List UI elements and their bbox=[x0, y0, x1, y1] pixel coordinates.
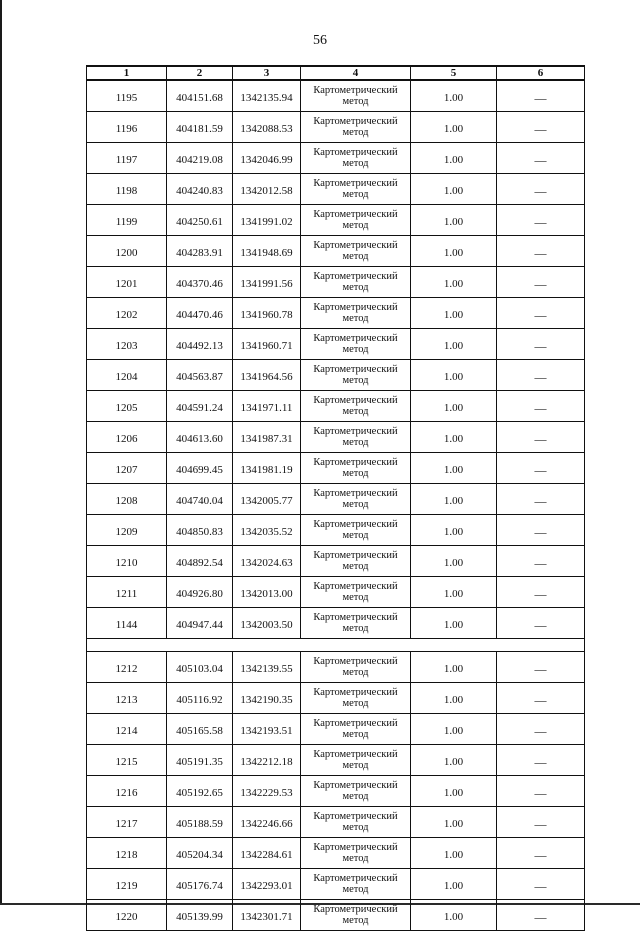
y-coordinate-cell: 1342246.66 bbox=[233, 807, 301, 838]
x-coordinate-cell: 404151.68 bbox=[167, 80, 233, 112]
table-row bbox=[87, 174, 585, 205]
table-gap-row bbox=[87, 639, 585, 652]
accuracy-cell: 1.00 bbox=[411, 683, 497, 714]
y-coordinate-cell: 1342012.58 bbox=[233, 174, 301, 205]
x-coordinate-cell: 404591.24 bbox=[167, 391, 233, 422]
method-cell bbox=[301, 391, 411, 422]
point-number-cell: 1219 bbox=[87, 869, 167, 900]
x-coordinate-cell: 404470.46 bbox=[167, 298, 233, 329]
y-coordinate-cell: 1342135.94 bbox=[233, 80, 301, 112]
method-text-line1: Картометрический bbox=[313, 656, 398, 667]
method-cell bbox=[301, 329, 411, 360]
point-number-cell: 1203 bbox=[87, 329, 167, 360]
y-coordinate-cell: 1342005.77 bbox=[233, 484, 301, 515]
x-coordinate-cell: 405192.65 bbox=[167, 776, 233, 807]
method-text-line2: метод bbox=[342, 853, 369, 864]
method-text-line1: Картометрический bbox=[313, 302, 398, 313]
description-cell: — bbox=[497, 515, 585, 546]
description-cell: — bbox=[497, 608, 585, 639]
method-cell bbox=[301, 143, 411, 174]
point-number-cell: 1202 bbox=[87, 298, 167, 329]
method-text-line2: метод bbox=[342, 822, 369, 833]
point-number-cell: 1212 bbox=[87, 652, 167, 683]
accuracy-cell: 1.00 bbox=[411, 236, 497, 267]
method-text-line2: метод bbox=[342, 915, 369, 926]
point-number-cell: 1218 bbox=[87, 838, 167, 869]
x-coordinate-cell: 405176.74 bbox=[167, 869, 233, 900]
description-cell: — bbox=[497, 745, 585, 776]
point-number-cell: 1214 bbox=[87, 714, 167, 745]
method-cell bbox=[301, 112, 411, 143]
x-coordinate-cell: 404740.04 bbox=[167, 484, 233, 515]
method-text-line1: Картометрический bbox=[313, 780, 398, 791]
table-row bbox=[87, 329, 585, 360]
table-row bbox=[87, 391, 585, 422]
method-text-line1: Картометрический bbox=[313, 842, 398, 853]
y-coordinate-cell: 1341964.56 bbox=[233, 360, 301, 391]
accuracy-cell: 1.00 bbox=[411, 515, 497, 546]
y-coordinate-cell: 1342293.01 bbox=[233, 869, 301, 900]
method-cell bbox=[301, 298, 411, 329]
point-number-cell: 1215 bbox=[87, 745, 167, 776]
method-text-line2: метод bbox=[342, 530, 369, 541]
x-coordinate-cell: 405139.99 bbox=[167, 900, 233, 931]
accuracy-cell: 1.00 bbox=[411, 745, 497, 776]
accuracy-cell: 1.00 bbox=[411, 391, 497, 422]
page-number: 56 bbox=[313, 33, 327, 48]
point-number-cell: 1201 bbox=[87, 267, 167, 298]
x-coordinate-cell: 404926.80 bbox=[167, 577, 233, 608]
accuracy-cell: 1.00 bbox=[411, 205, 497, 236]
method-text-line1: Картометрический bbox=[313, 178, 398, 189]
method-text-line2: метод bbox=[342, 251, 369, 262]
x-coordinate-cell: 404563.87 bbox=[167, 360, 233, 391]
table-row bbox=[87, 112, 585, 143]
x-coordinate-cell: 404370.46 bbox=[167, 267, 233, 298]
description-cell: — bbox=[497, 776, 585, 807]
table-row bbox=[87, 453, 585, 484]
x-coordinate-cell: 404219.08 bbox=[167, 143, 233, 174]
description-cell: — bbox=[497, 838, 585, 869]
y-coordinate-cell: 1342013.00 bbox=[233, 577, 301, 608]
method-cell bbox=[301, 422, 411, 453]
method-text-line1: Картометрический bbox=[313, 85, 398, 96]
table-row bbox=[87, 652, 585, 683]
point-number-cell: 1211 bbox=[87, 577, 167, 608]
y-coordinate-cell: 1342190.35 bbox=[233, 683, 301, 714]
method-text-line1: Картометрический bbox=[313, 581, 398, 592]
x-coordinate-cell: 405116.92 bbox=[167, 683, 233, 714]
method-text-line2: метод bbox=[342, 760, 369, 771]
point-number-cell: 1199 bbox=[87, 205, 167, 236]
accuracy-cell: 1.00 bbox=[411, 869, 497, 900]
point-number-cell: 1209 bbox=[87, 515, 167, 546]
column-header: 6 bbox=[497, 66, 585, 80]
method-cell bbox=[301, 714, 411, 745]
point-number-cell: 1216 bbox=[87, 776, 167, 807]
table-row bbox=[87, 745, 585, 776]
method-cell bbox=[301, 652, 411, 683]
scan-edge-left bbox=[0, 0, 2, 905]
x-coordinate-cell: 404283.91 bbox=[167, 236, 233, 267]
description-cell: — bbox=[497, 869, 585, 900]
method-cell bbox=[301, 869, 411, 900]
description-cell: — bbox=[497, 360, 585, 391]
accuracy-cell: 1.00 bbox=[411, 807, 497, 838]
accuracy-cell: 1.00 bbox=[411, 900, 497, 931]
y-coordinate-cell: 1341991.02 bbox=[233, 205, 301, 236]
table-row bbox=[87, 546, 585, 577]
x-coordinate-cell: 404250.61 bbox=[167, 205, 233, 236]
point-number-cell: 1220 bbox=[87, 900, 167, 931]
y-coordinate-cell: 1342088.53 bbox=[233, 112, 301, 143]
table-row bbox=[87, 360, 585, 391]
point-number-cell: 1208 bbox=[87, 484, 167, 515]
description-cell: — bbox=[497, 714, 585, 745]
method-text-line2: метод bbox=[342, 375, 369, 386]
accuracy-cell: 1.00 bbox=[411, 80, 497, 112]
table-body-group-2 bbox=[87, 652, 585, 931]
y-coordinate-cell: 1342035.52 bbox=[233, 515, 301, 546]
point-number-cell: 1217 bbox=[87, 807, 167, 838]
column-header: 1 bbox=[87, 66, 167, 80]
y-coordinate-cell: 1341948.69 bbox=[233, 236, 301, 267]
y-coordinate-cell: 1342003.50 bbox=[233, 608, 301, 639]
table-row bbox=[87, 484, 585, 515]
method-text-line1: Картометрический bbox=[313, 749, 398, 760]
x-coordinate-cell: 405165.58 bbox=[167, 714, 233, 745]
column-header: 5 bbox=[411, 66, 497, 80]
method-text-line2: метод bbox=[342, 791, 369, 802]
method-cell bbox=[301, 745, 411, 776]
method-cell bbox=[301, 484, 411, 515]
column-header: 3 bbox=[233, 66, 301, 80]
method-text-line1: Картометрический bbox=[313, 147, 398, 158]
method-cell bbox=[301, 838, 411, 869]
method-text-line1: Картометрический bbox=[313, 718, 398, 729]
description-cell: — bbox=[497, 900, 585, 931]
table-row bbox=[87, 236, 585, 267]
y-coordinate-cell: 1341960.71 bbox=[233, 329, 301, 360]
table-row bbox=[87, 80, 585, 112]
method-cell bbox=[301, 515, 411, 546]
table-row bbox=[87, 683, 585, 714]
point-number-cell: 1198 bbox=[87, 174, 167, 205]
x-coordinate-cell: 404181.59 bbox=[167, 112, 233, 143]
method-cell bbox=[301, 453, 411, 484]
method-cell bbox=[301, 546, 411, 577]
method-text-line2: метод bbox=[342, 406, 369, 417]
x-coordinate-cell: 404947.44 bbox=[167, 608, 233, 639]
method-text-line2: метод bbox=[342, 220, 369, 231]
method-text-line1: Картометрический bbox=[313, 209, 398, 220]
point-number-cell: 1206 bbox=[87, 422, 167, 453]
coordinates-table bbox=[86, 65, 585, 931]
accuracy-cell: 1.00 bbox=[411, 577, 497, 608]
method-text-line2: метод bbox=[342, 499, 369, 510]
method-cell bbox=[301, 900, 411, 931]
method-cell bbox=[301, 807, 411, 838]
method-text-line2: метод bbox=[342, 158, 369, 169]
method-cell bbox=[301, 776, 411, 807]
x-coordinate-cell: 405103.04 bbox=[167, 652, 233, 683]
table-row bbox=[87, 900, 585, 931]
y-coordinate-cell: 1342139.55 bbox=[233, 652, 301, 683]
x-coordinate-cell: 404892.54 bbox=[167, 546, 233, 577]
method-text-line1: Картометрический bbox=[313, 395, 398, 406]
method-cell bbox=[301, 205, 411, 236]
table-row bbox=[87, 869, 585, 900]
description-cell: — bbox=[497, 807, 585, 838]
table-row bbox=[87, 577, 585, 608]
description-cell: — bbox=[497, 484, 585, 515]
method-cell bbox=[301, 80, 411, 112]
method-text-line2: метод bbox=[342, 468, 369, 479]
method-cell bbox=[301, 608, 411, 639]
method-text-line2: метод bbox=[342, 96, 369, 107]
point-number-cell: 1144 bbox=[87, 608, 167, 639]
accuracy-cell: 1.00 bbox=[411, 652, 497, 683]
accuracy-cell: 1.00 bbox=[411, 112, 497, 143]
method-cell bbox=[301, 683, 411, 714]
point-number-cell: 1213 bbox=[87, 683, 167, 714]
method-text-line1: Картометрический bbox=[313, 364, 398, 375]
x-coordinate-cell: 405204.34 bbox=[167, 838, 233, 869]
y-coordinate-cell: 1342024.63 bbox=[233, 546, 301, 577]
accuracy-cell: 1.00 bbox=[411, 838, 497, 869]
y-coordinate-cell: 1341991.56 bbox=[233, 267, 301, 298]
method-text-line1: Картометрический bbox=[313, 612, 398, 623]
description-cell: — bbox=[497, 267, 585, 298]
column-header: 4 bbox=[301, 66, 411, 80]
x-coordinate-cell: 404699.45 bbox=[167, 453, 233, 484]
method-text-line2: метод bbox=[342, 313, 369, 324]
x-coordinate-cell: 404850.83 bbox=[167, 515, 233, 546]
method-text-line1: Картометрический bbox=[313, 457, 398, 468]
method-text-line2: метод bbox=[342, 282, 369, 293]
point-number-cell: 1205 bbox=[87, 391, 167, 422]
point-number-cell: 1196 bbox=[87, 112, 167, 143]
table-row bbox=[87, 298, 585, 329]
x-coordinate-cell: 405188.59 bbox=[167, 807, 233, 838]
method-cell bbox=[301, 360, 411, 391]
y-coordinate-cell: 1342284.61 bbox=[233, 838, 301, 869]
method-text-line1: Картометрический bbox=[313, 904, 398, 915]
description-cell: — bbox=[497, 652, 585, 683]
table-row bbox=[87, 143, 585, 174]
description-cell: — bbox=[497, 453, 585, 484]
y-coordinate-cell: 1341981.19 bbox=[233, 453, 301, 484]
method-text-line2: метод bbox=[342, 592, 369, 603]
point-number-cell: 1195 bbox=[87, 80, 167, 112]
method-text-line2: метод bbox=[342, 884, 369, 895]
method-text-line2: метод bbox=[342, 729, 369, 740]
method-text-line2: метод bbox=[342, 189, 369, 200]
table-row bbox=[87, 205, 585, 236]
method-text-line1: Картометрический bbox=[313, 550, 398, 561]
accuracy-cell: 1.00 bbox=[411, 267, 497, 298]
table-row bbox=[87, 776, 585, 807]
method-text-line1: Картометрический bbox=[313, 519, 398, 530]
method-text-line1: Картометрический bbox=[313, 333, 398, 344]
method-text-line2: метод bbox=[342, 561, 369, 572]
description-cell: — bbox=[497, 422, 585, 453]
method-text-line2: метод bbox=[342, 437, 369, 448]
method-text-line2: метод bbox=[342, 344, 369, 355]
method-text-line1: Картометрический bbox=[313, 426, 398, 437]
table-gap-cell bbox=[87, 639, 585, 652]
table-row bbox=[87, 838, 585, 869]
description-cell: — bbox=[497, 80, 585, 112]
method-text-line1: Картометрический bbox=[313, 687, 398, 698]
y-coordinate-cell: 1342301.71 bbox=[233, 900, 301, 931]
method-text-line1: Картометрический bbox=[313, 240, 398, 251]
accuracy-cell: 1.00 bbox=[411, 484, 497, 515]
y-coordinate-cell: 1342193.51 bbox=[233, 714, 301, 745]
table-row bbox=[87, 807, 585, 838]
method-text-line1: Картометрический bbox=[313, 873, 398, 884]
accuracy-cell: 1.00 bbox=[411, 776, 497, 807]
point-number-cell: 1197 bbox=[87, 143, 167, 174]
table-body-group-1 bbox=[87, 80, 585, 639]
description-cell: — bbox=[497, 236, 585, 267]
x-coordinate-cell: 404492.13 bbox=[167, 329, 233, 360]
description-cell: — bbox=[497, 391, 585, 422]
y-coordinate-cell: 1341960.78 bbox=[233, 298, 301, 329]
description-cell: — bbox=[497, 143, 585, 174]
accuracy-cell: 1.00 bbox=[411, 608, 497, 639]
point-number-cell: 1204 bbox=[87, 360, 167, 391]
table-row bbox=[87, 608, 585, 639]
y-coordinate-cell: 1342046.99 bbox=[233, 143, 301, 174]
description-cell: — bbox=[497, 205, 585, 236]
table-row bbox=[87, 422, 585, 453]
x-coordinate-cell: 405191.35 bbox=[167, 745, 233, 776]
table-row bbox=[87, 515, 585, 546]
point-number-cell: 1207 bbox=[87, 453, 167, 484]
accuracy-cell: 1.00 bbox=[411, 453, 497, 484]
accuracy-cell: 1.00 bbox=[411, 714, 497, 745]
accuracy-cell: 1.00 bbox=[411, 298, 497, 329]
method-cell bbox=[301, 577, 411, 608]
method-text-line2: метод bbox=[342, 667, 369, 678]
table-gap bbox=[87, 639, 585, 652]
accuracy-cell: 1.00 bbox=[411, 143, 497, 174]
x-coordinate-cell: 404240.83 bbox=[167, 174, 233, 205]
description-cell: — bbox=[497, 174, 585, 205]
description-cell: — bbox=[497, 577, 585, 608]
description-cell: — bbox=[497, 329, 585, 360]
point-number-cell: 1200 bbox=[87, 236, 167, 267]
method-text-line1: Картометрический bbox=[313, 271, 398, 282]
accuracy-cell: 1.00 bbox=[411, 546, 497, 577]
y-coordinate-cell: 1342229.53 bbox=[233, 776, 301, 807]
method-text-line1: Картометрический bbox=[313, 116, 398, 127]
method-text-line2: метод bbox=[342, 127, 369, 138]
table-header-row bbox=[87, 66, 585, 80]
description-cell: — bbox=[497, 298, 585, 329]
column-header: 2 bbox=[167, 66, 233, 80]
point-number-cell: 1210 bbox=[87, 546, 167, 577]
table-row bbox=[87, 267, 585, 298]
method-text-line2: метод bbox=[342, 698, 369, 709]
method-cell bbox=[301, 236, 411, 267]
description-cell: — bbox=[497, 683, 585, 714]
accuracy-cell: 1.00 bbox=[411, 360, 497, 391]
accuracy-cell: 1.00 bbox=[411, 174, 497, 205]
method-cell bbox=[301, 267, 411, 298]
y-coordinate-cell: 1342212.18 bbox=[233, 745, 301, 776]
accuracy-cell: 1.00 bbox=[411, 422, 497, 453]
method-cell bbox=[301, 174, 411, 205]
description-cell: — bbox=[497, 112, 585, 143]
y-coordinate-cell: 1341971.11 bbox=[233, 391, 301, 422]
accuracy-cell: 1.00 bbox=[411, 329, 497, 360]
x-coordinate-cell: 404613.60 bbox=[167, 422, 233, 453]
description-cell: — bbox=[497, 546, 585, 577]
method-text-line1: Картометрический bbox=[313, 811, 398, 822]
method-text-line2: метод bbox=[342, 623, 369, 634]
y-coordinate-cell: 1341987.31 bbox=[233, 422, 301, 453]
table-row bbox=[87, 714, 585, 745]
method-text-line1: Картометрический bbox=[313, 488, 398, 499]
